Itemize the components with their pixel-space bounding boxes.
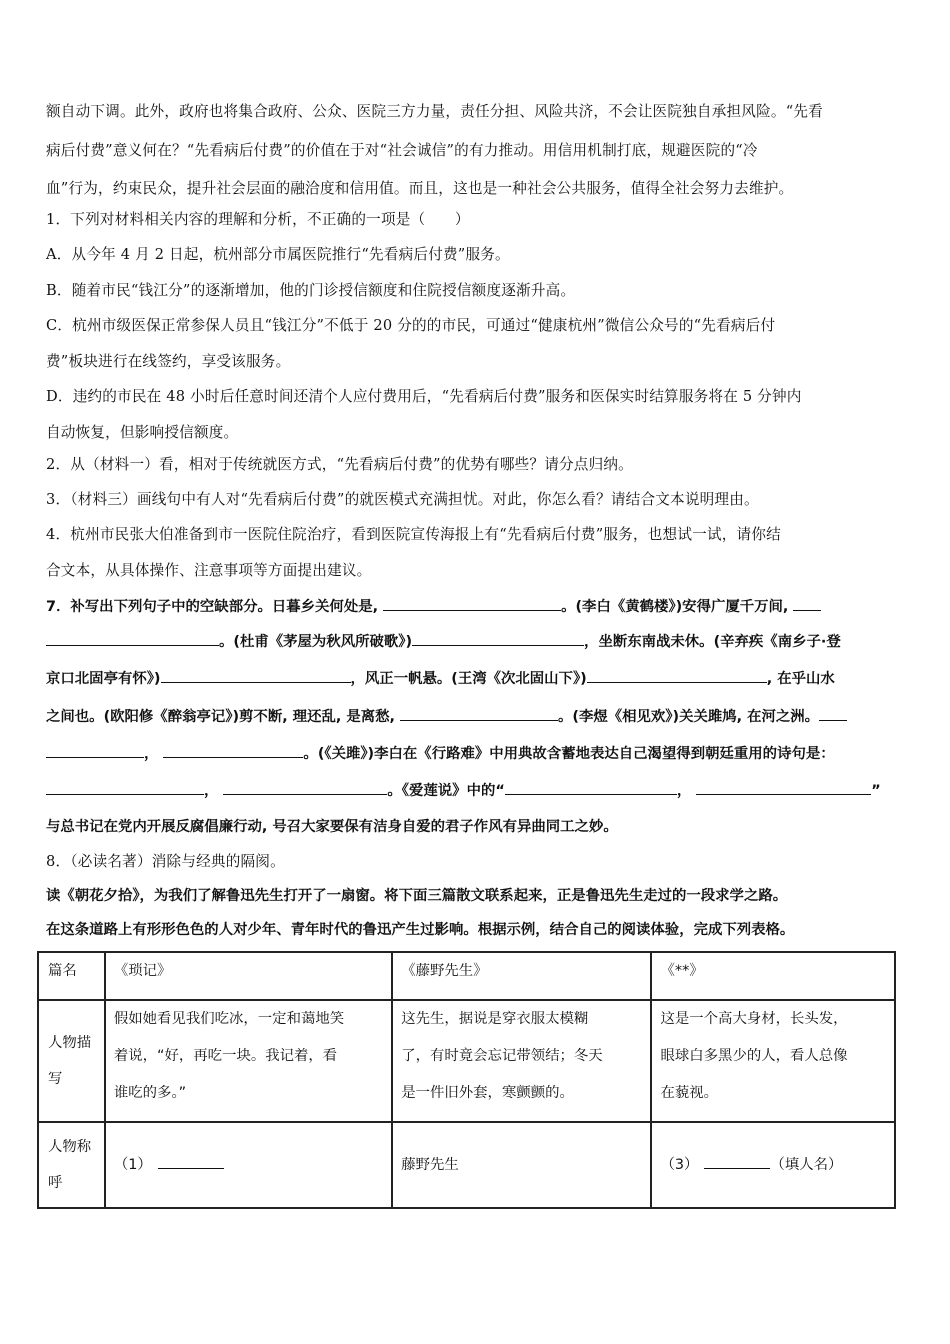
description-line: 在藐视。 bbox=[660, 1085, 719, 1101]
cell-name-3 bbox=[651, 1122, 895, 1208]
table-row-name bbox=[38, 1122, 895, 1208]
fill-blank[interactable] bbox=[587, 668, 767, 683]
q7-text: 7．补写出下列句子中的空缺部分。日暮乡关何处是, bbox=[46, 599, 379, 615]
description-line: 谁吃的多。” bbox=[113, 1085, 187, 1101]
option-c-line-1: C．杭州市级医保正常参保人员且“钱江分”不低于 20 分的的市民，可通过“健康杭州”微信公众号的“先看病后付 bbox=[46, 317, 776, 334]
description-line: 这先生，据说是穿衣服太模糊 bbox=[401, 1011, 589, 1027]
question-7-line-7: 与总书记在党内开展反腐倡廉行动, 号召大家要保有洁身自爱的君子作风有异曲同工之妙。 bbox=[46, 819, 618, 835]
option-b: B．随着市民“钱江分”的逐渐增加，他的门诊授信额度和住院授信额度逐渐升高。 bbox=[46, 282, 576, 299]
fill-blank[interactable] bbox=[412, 631, 584, 646]
question-7-line-2 bbox=[46, 631, 906, 652]
table-row-title bbox=[38, 952, 895, 1000]
cell-title-2: 《藤野先生》 bbox=[392, 952, 651, 1000]
fill-blank[interactable] bbox=[383, 596, 561, 611]
q7-text: 。(杜甫《茅屋为秋风所破歌》) bbox=[219, 634, 413, 650]
fill-blank[interactable] bbox=[819, 706, 847, 721]
q7-text: ，风正一帆悬。(王湾《次北固山下》) bbox=[350, 671, 587, 687]
passage-line-1: 额自动下调。此外，政府也将集合政府、公众、医院三方力量，责任分担、风险共济，不会让医院独自承担风险。“先看 bbox=[46, 103, 823, 120]
fill-blank[interactable] bbox=[163, 743, 303, 758]
row-header-name: 人物称呼 bbox=[38, 1122, 105, 1208]
name-suffix: （填人名） bbox=[770, 1156, 843, 1173]
passage-line-3: 血”行为，约束民众，提升社会层面的融洽度和信用值。而且，这也是一种社会公共服务，值得全社会努力去维护。 bbox=[46, 180, 794, 197]
question-3: 3．（材料三）画线句中有人对“先看病后付费”的就医模式充满担忧。对此，你怎么看？请结合文本说明理由。 bbox=[46, 491, 759, 508]
fill-blank[interactable] bbox=[505, 780, 677, 795]
fill-blank[interactable] bbox=[223, 780, 387, 795]
question-4-line-2: 合文本，从具体操作、注意事项等方面提出建议。 bbox=[46, 562, 372, 579]
question-8-line-2: 在这条道路上有形形色色的人对少年、青年时代的鲁迅产生过影响。根据示例，结合自己的阅读体验，完成下列表格。 bbox=[46, 922, 795, 938]
question-7-line-5 bbox=[46, 743, 906, 764]
q7-text: 。(李白《黄鹤楼》)安得广厦千万间, bbox=[561, 599, 789, 615]
q7-text: ” bbox=[871, 783, 881, 799]
question-7-line-3 bbox=[46, 668, 906, 689]
cell-title-1: 《琐记》 bbox=[105, 952, 392, 1000]
option-a: A．从今年 4 月 2 日起，杭州部分市属医院推行“先看病后付费”服务。 bbox=[46, 246, 510, 263]
cell-title-3: 《**》 bbox=[651, 952, 895, 1000]
question-2: 2．从（材料一）看，相对于传统就医方式，“先看病后付费”的优势有哪些？请分点归纳。 bbox=[46, 456, 633, 473]
question-1-stem: 1．下列对材料相关内容的理解和分析，不正确的一项是（ ） bbox=[46, 211, 470, 228]
fill-blank[interactable] bbox=[46, 631, 219, 646]
fill-blank[interactable] bbox=[696, 780, 871, 795]
passage-line-2: 病后付费”意义何在？“先看病后付费”的价值在于对“社会诚信”的有力推动。用信用机制打底，规避医院的“冷 bbox=[46, 142, 758, 159]
question-8-line-1: 读《朝花夕拾》，为我们了解鲁迅先生打开了一扇窗。将下面三篇散文联系起来，正是鲁迅先生走过的一段求学之路。 bbox=[46, 888, 788, 904]
q7-text: 。(李煜《相见欢》)关关雎鸠, 在河之洲。 bbox=[558, 709, 820, 725]
cell-description-2 bbox=[392, 1000, 651, 1122]
q7-text: ， bbox=[204, 783, 219, 799]
option-c-line-2: 费”板块进行在线签约，享受该服务。 bbox=[46, 353, 291, 370]
row-header-title: 篇名 bbox=[38, 952, 105, 1000]
row-header-description: 人物描写 bbox=[38, 1000, 105, 1122]
question-4-line-1: 4．杭州市民张大伯准备到市一医院住院治疗，看到医院宣传海报上有“先看病后付费”服务，也想试一试，请你结 bbox=[46, 526, 781, 543]
cell-description-1 bbox=[105, 1000, 392, 1122]
description-line: 了，有时竟会忘记带领结；冬天 bbox=[401, 1048, 603, 1064]
q7-text: 之间也。(欧阳修《醉翁亭记》)剪不断, 理还乱, 是离愁, bbox=[46, 709, 395, 725]
fill-blank[interactable] bbox=[793, 596, 821, 611]
question-8-stem: 8．（必读名著）消除与经典的隔阂。 bbox=[46, 853, 285, 870]
q7-text: ， bbox=[144, 746, 159, 762]
name-prefix: （1） bbox=[113, 1156, 152, 1173]
cell-name-2: 藤野先生 bbox=[392, 1122, 651, 1208]
q7-text: 京口北固亭有怀》) bbox=[46, 671, 161, 687]
fill-blank[interactable] bbox=[46, 743, 144, 758]
description-line: 假如她看见我们吃冰，一定和蔼地笑 bbox=[113, 1011, 345, 1027]
description-line: 是一件旧外套，寒颤颤的。 bbox=[401, 1085, 574, 1101]
fill-blank[interactable] bbox=[161, 668, 351, 683]
description-line: 着说，“好，再吃一块。我记着，看 bbox=[113, 1048, 338, 1064]
name-blank-3[interactable] bbox=[704, 1154, 770, 1169]
cell-description-3 bbox=[651, 1000, 895, 1122]
name-prefix: （3） bbox=[660, 1156, 699, 1173]
q7-text: ， bbox=[676, 783, 692, 799]
name-blank-1[interactable] bbox=[158, 1154, 224, 1169]
option-d-line-1: D．违约的市民在 48 小时后任意时间还清个人应付费用后，“先看病后付费”服务和医保实时结算服务将在 5 分钟内 bbox=[46, 388, 802, 405]
q7-text: ，坐断东南战未休。(辛弃疾《南乡子·登 bbox=[584, 634, 841, 650]
cell-name-1 bbox=[105, 1122, 392, 1208]
question-7-line-6 bbox=[46, 780, 906, 801]
reading-table bbox=[37, 951, 896, 1209]
question-7-line-4 bbox=[46, 706, 906, 727]
question-7-line-1 bbox=[46, 596, 906, 617]
q7-text: 。(《关雎》)李白在《行路难》中用典故含蓄地表达自己渴望得到朝廷重用的诗句是： bbox=[303, 746, 835, 762]
option-d-line-2: 自动恢复，但影响授信额度。 bbox=[46, 424, 239, 441]
table-row-description bbox=[38, 1000, 895, 1122]
q7-text: , 在乎山水 bbox=[766, 671, 835, 687]
fill-blank[interactable] bbox=[46, 780, 204, 795]
q7-text: 。《爱莲说》中的“ bbox=[387, 783, 505, 799]
fill-blank[interactable] bbox=[400, 706, 558, 721]
description-line: 这是一个高大身材，长头发， bbox=[660, 1011, 848, 1027]
description-line: 眼球白多黑少的人，看人总像 bbox=[660, 1048, 848, 1064]
